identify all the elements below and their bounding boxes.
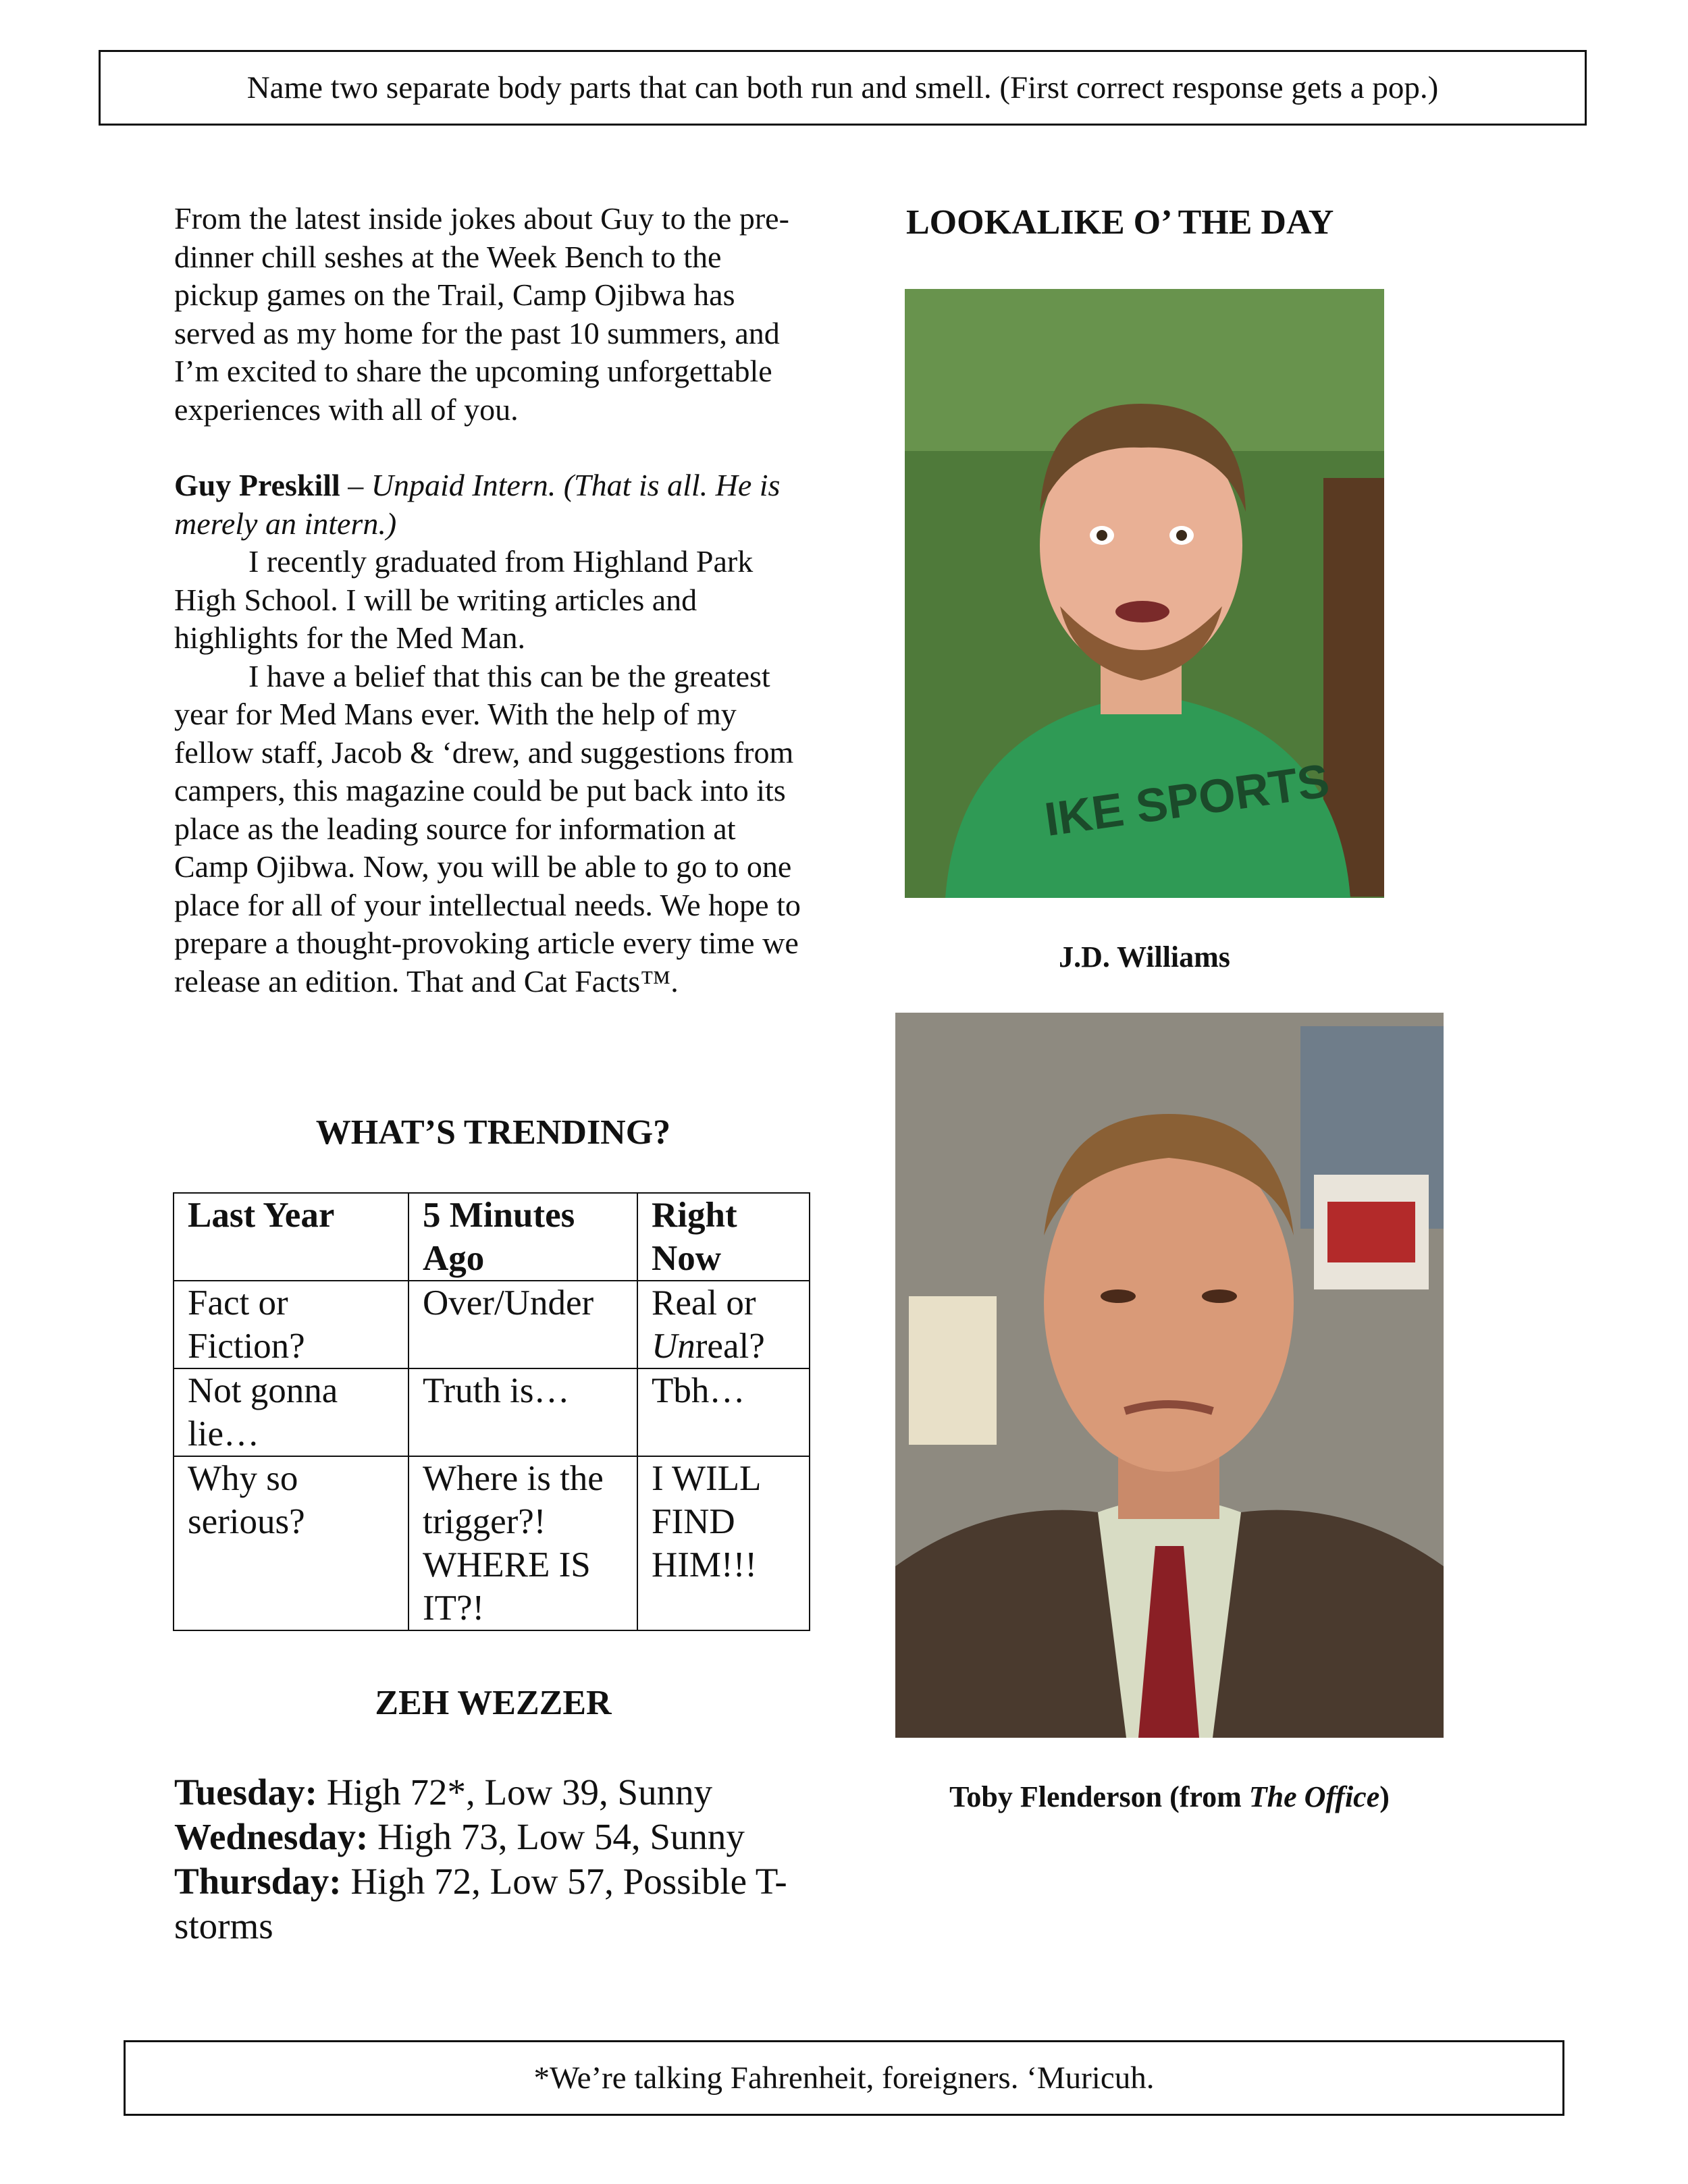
table-cell: Not gonna lie… — [174, 1368, 408, 1456]
footnote-text: *We’re talking Fahrenheit, foreigners. ‘Muricuh. — [533, 2060, 1155, 2096]
staff-paragraph-1: I recently graduated from Highland Park High School. I will be writing articles and highlights for the Med Man. — [174, 544, 754, 655]
forecast-line — [174, 1815, 812, 1859]
weather-heading: ZEH WEZZER — [375, 1684, 612, 1722]
caption-prefix: Toby Flenderson (from — [949, 1780, 1249, 1813]
table-cell: Truth is… — [408, 1368, 637, 1456]
table-header: Right Now — [637, 1193, 810, 1281]
svg-text:IKE SPORTS: IKE SPORTS — [1041, 753, 1333, 847]
intro-column — [174, 200, 812, 1001]
toby-flenderson-caption — [851, 1780, 1488, 1814]
table-cell: Over/Under — [408, 1281, 637, 1368]
toby-flenderson-illustration — [895, 1013, 1444, 1738]
table-cell-text: real? — [695, 1327, 765, 1366]
forecast-day: Tuesday: — [174, 1772, 317, 1813]
forecast-day: Thursday: — [174, 1861, 342, 1902]
trending-table — [173, 1192, 810, 1631]
trending-heading: WHAT’S TRENDING? — [315, 1113, 671, 1152]
table-cell: Where is the trigger?! WHERE IS IT?! — [408, 1456, 637, 1630]
intro-paragraph: From the latest inside jokes about Guy to the pre-dinner chill seshes at the Week Bench to the pickup games on the Trail, Camp Ojibwa has served as my home for the past 10 summers, and I’m excited to share the upcoming unforgettable experiences with all of you. — [174, 201, 789, 427]
table-header-row — [174, 1193, 810, 1281]
jd-williams-caption: J.D. Williams — [1059, 940, 1230, 974]
staff-name: Guy Preskill — [174, 468, 340, 502]
forecast-line — [174, 1859, 812, 1948]
riddle-box — [99, 50, 1587, 126]
table-header: Last Year — [174, 1193, 408, 1281]
forecast-text: High 72*, Low 39, Sunny — [326, 1772, 713, 1813]
forecast-line — [174, 1770, 812, 1815]
staff-paragraph-2: I have a belief that this can be the greatest year for Med Mans ever. With the help of my fellow staff, Jacob & ‘drew, and suggestions from campers, this magazine could be put back into its place as the leading source for information at Camp Ojibwa. Now, you will be able to go to one place for all of your intellectual needs. We hope to prepare a thought-provoking article every time we release an edition. That and Cat Facts™. — [174, 658, 801, 998]
table-cell-text: Real or — [652, 1283, 756, 1323]
weather-forecast — [174, 1770, 812, 1948]
staff-dash: – — [340, 468, 371, 502]
table-cell — [637, 1281, 810, 1368]
forecast-text: High 72, Low 57, Possible T-storms — [174, 1861, 787, 1946]
jd-williams-illustration — [905, 289, 1384, 898]
riddle-text: Name two separate body parts that can both run and smell. (First correct response gets a pop.) — [246, 70, 1439, 105]
forecast-text: High 73, Low 54, Sunny — [377, 1816, 745, 1857]
table-cell: Why so serious? — [174, 1456, 408, 1630]
caption-show: The Office — [1248, 1780, 1380, 1813]
caption-suffix: ) — [1379, 1780, 1390, 1813]
forecast-day: Wednesday: — [174, 1816, 369, 1857]
lookalike-heading: LOOKALIKE O’ THE DAY — [906, 203, 1334, 242]
table-cell: Fact or Fiction? — [174, 1281, 408, 1368]
staff-title-line — [174, 467, 812, 543]
staff-title: Unpaid Intern. (That is all. He is merely an intern.) — [174, 468, 781, 541]
table-cell: Tbh… — [637, 1368, 810, 1456]
footnote-box — [124, 2040, 1564, 2116]
table-row — [174, 1456, 810, 1630]
table-cell: I WILL FIND HIM!!! — [637, 1456, 810, 1630]
toby-flenderson-photo — [895, 1013, 1444, 1738]
table-header: 5 Minutes Ago — [408, 1193, 637, 1281]
table-row — [174, 1368, 810, 1456]
jd-williams-photo — [905, 289, 1384, 898]
table-row — [174, 1281, 810, 1368]
table-cell-italic: Un — [652, 1327, 695, 1366]
